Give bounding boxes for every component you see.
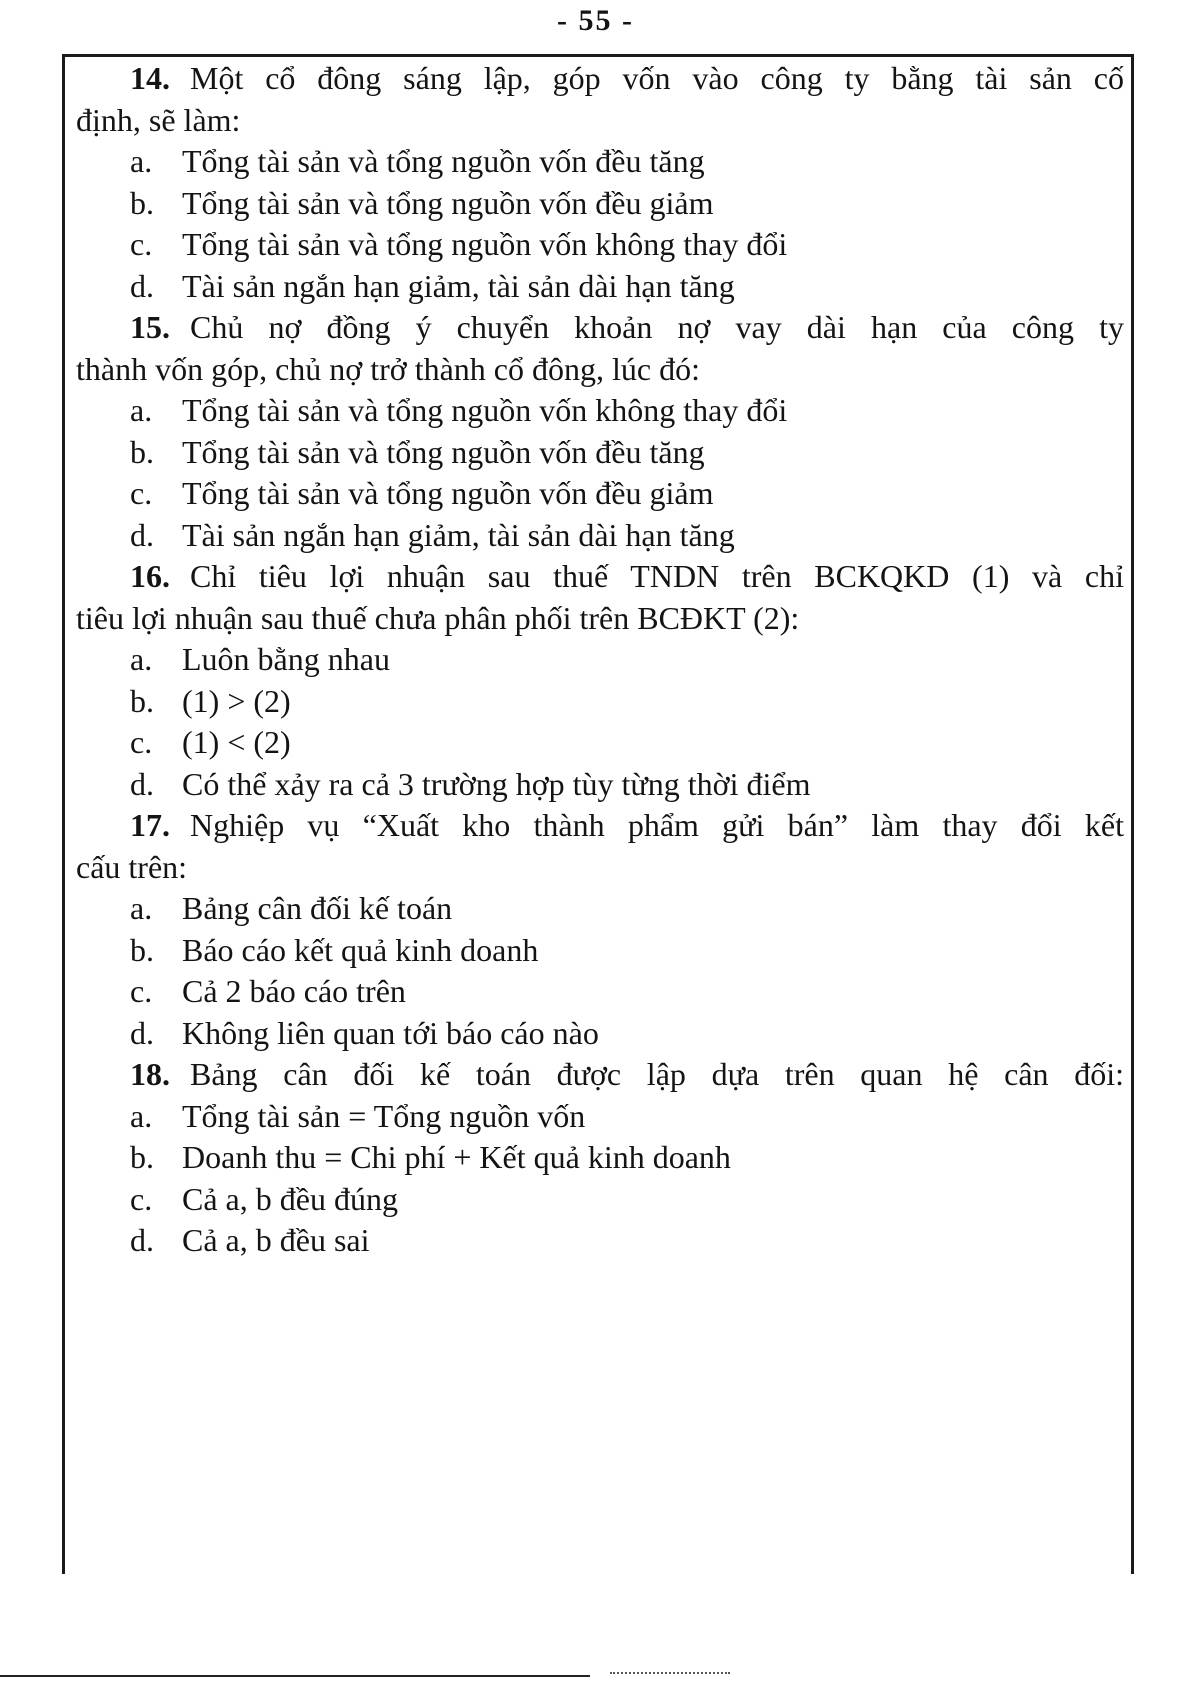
option-text: Cả a, b đều sai — [182, 1222, 370, 1258]
question-number: 18. — [130, 1056, 170, 1092]
question-15 — [76, 307, 1124, 556]
answer-option — [76, 473, 1124, 515]
option-letter: a. — [130, 890, 153, 926]
option-letter: c. — [130, 1180, 153, 1217]
option-text: Tổng tài sản và tổng nguồn vốn đều giảm — [182, 475, 714, 511]
question-text: Chỉ tiêu lợi nhuận sau thuế TNDN trên BCKQKD (1) và chỉ — [190, 558, 1124, 594]
bottom-dotted-divider — [610, 1672, 730, 1676]
option-text: Cả a, b đều đúng — [182, 1180, 398, 1217]
answer-option — [76, 764, 1124, 806]
option-letter: d. — [130, 1222, 154, 1258]
answer-option — [76, 930, 1124, 972]
option-letter: c. — [130, 973, 153, 1009]
option-text: Tổng tài sản và tổng nguồn vốn đều giảm — [182, 184, 714, 221]
answer-option — [76, 266, 1124, 308]
option-letter: d. — [130, 516, 154, 553]
question-stem — [76, 1054, 1124, 1096]
question-stem — [76, 307, 1124, 349]
answer-option — [76, 432, 1124, 474]
answer-option — [76, 971, 1124, 1013]
question-18 — [76, 1054, 1124, 1262]
question-stem — [76, 805, 1124, 847]
answer-option — [76, 183, 1124, 225]
option-letter: c. — [130, 226, 153, 262]
option-letter: d. — [130, 267, 154, 304]
option-letter: c. — [130, 475, 153, 511]
option-letter: d. — [130, 1014, 154, 1051]
option-text: Tổng tài sản = Tổng nguồn vốn — [182, 1097, 586, 1134]
bottom-divider — [0, 1675, 590, 1677]
answer-option — [76, 390, 1124, 432]
option-text: Tổng tài sản và tổng nguồn vốn không thay đổi — [182, 226, 788, 262]
question-text: Nghiệp vụ “Xuất kho thành phẩm gửi bán” làm thay đổi kết — [190, 807, 1124, 843]
option-text: Tài sản ngắn hạn giảm, tài sản dài hạn tăng — [182, 516, 735, 553]
option-text: Luôn bằng nhau — [182, 641, 390, 677]
question-list — [76, 58, 1124, 1262]
option-text: Báo cáo kết quả kinh doanh — [182, 931, 539, 968]
option-letter: b. — [130, 931, 154, 968]
question-stem — [76, 58, 1124, 100]
option-text: Tổng tài sản và tổng nguồn vốn không thay đổi — [182, 392, 788, 428]
question-text-continued: thành vốn góp, chủ nợ trở thành cổ đông, lúc đó: — [76, 350, 700, 387]
option-text: Có thể xảy ra cả 3 trường hợp tùy từng thời điểm — [182, 765, 811, 802]
option-text: Bảng cân đối kế toán — [182, 890, 453, 926]
question-number: 14. — [130, 60, 170, 96]
answer-option — [76, 1096, 1124, 1138]
question-stem — [76, 556, 1124, 598]
answer-option — [76, 1220, 1124, 1262]
option-text: Cả 2 báo cáo trên — [182, 973, 406, 1009]
answer-option — [76, 1013, 1124, 1055]
option-letter: a. — [130, 641, 153, 677]
option-text: Doanh thu = Chi phí + Kết quả kinh doanh — [182, 1139, 731, 1175]
answer-option — [76, 639, 1124, 681]
option-letter: b. — [130, 433, 154, 470]
option-letter: c. — [130, 724, 153, 760]
answer-option — [76, 1179, 1124, 1221]
option-letter: b. — [130, 1139, 154, 1175]
answer-option — [76, 722, 1124, 764]
option-text: Tài sản ngắn hạn giảm, tài sản dài hạn tăng — [182, 267, 735, 304]
question-text-continued: định, sẽ làm: — [76, 101, 241, 138]
option-letter: a. — [130, 1097, 153, 1134]
option-text: Không liên quan tới báo cáo nào — [182, 1014, 599, 1051]
question-text: Chủ nợ đồng ý chuyển khoản nợ vay dài hạn của công ty — [190, 309, 1124, 345]
question-17 — [76, 805, 1124, 1054]
option-letter: d. — [130, 765, 154, 802]
question-number: 16. — [130, 558, 170, 594]
question-14 — [76, 58, 1124, 307]
answer-option — [76, 1137, 1124, 1179]
question-number: 15. — [130, 309, 170, 345]
option-letter: b. — [130, 184, 154, 221]
page-number: - 55 - — [557, 4, 634, 37]
option-text: Tổng tài sản và tổng nguồn vốn đều tăng — [182, 143, 705, 179]
answer-option — [76, 888, 1124, 930]
option-letter: b. — [130, 682, 154, 719]
answer-option — [76, 224, 1124, 266]
answer-option — [76, 681, 1124, 723]
option-text: Tổng tài sản và tổng nguồn vốn đều tăng — [182, 433, 705, 470]
answer-option — [76, 141, 1124, 183]
option-text: (1) < (2) — [182, 724, 291, 760]
question-text-continued: cấu trên: — [76, 848, 188, 885]
question-text-continued: tiêu lợi nhuận sau thuế chưa phân phối trên BCĐKT (2): — [76, 599, 800, 636]
question-number: 17. — [130, 807, 170, 843]
option-letter: a. — [130, 392, 153, 428]
question-16 — [76, 556, 1124, 805]
answer-option — [76, 515, 1124, 557]
option-letter: a. — [130, 143, 153, 179]
option-text: (1) > (2) — [182, 682, 291, 719]
question-text: Một cổ đông sáng lập, góp vốn vào công ty bằng tài sản cố — [190, 60, 1124, 96]
question-text: Bảng cân đối kế toán được lập dựa trên quan hệ cân đối: — [190, 1056, 1124, 1092]
